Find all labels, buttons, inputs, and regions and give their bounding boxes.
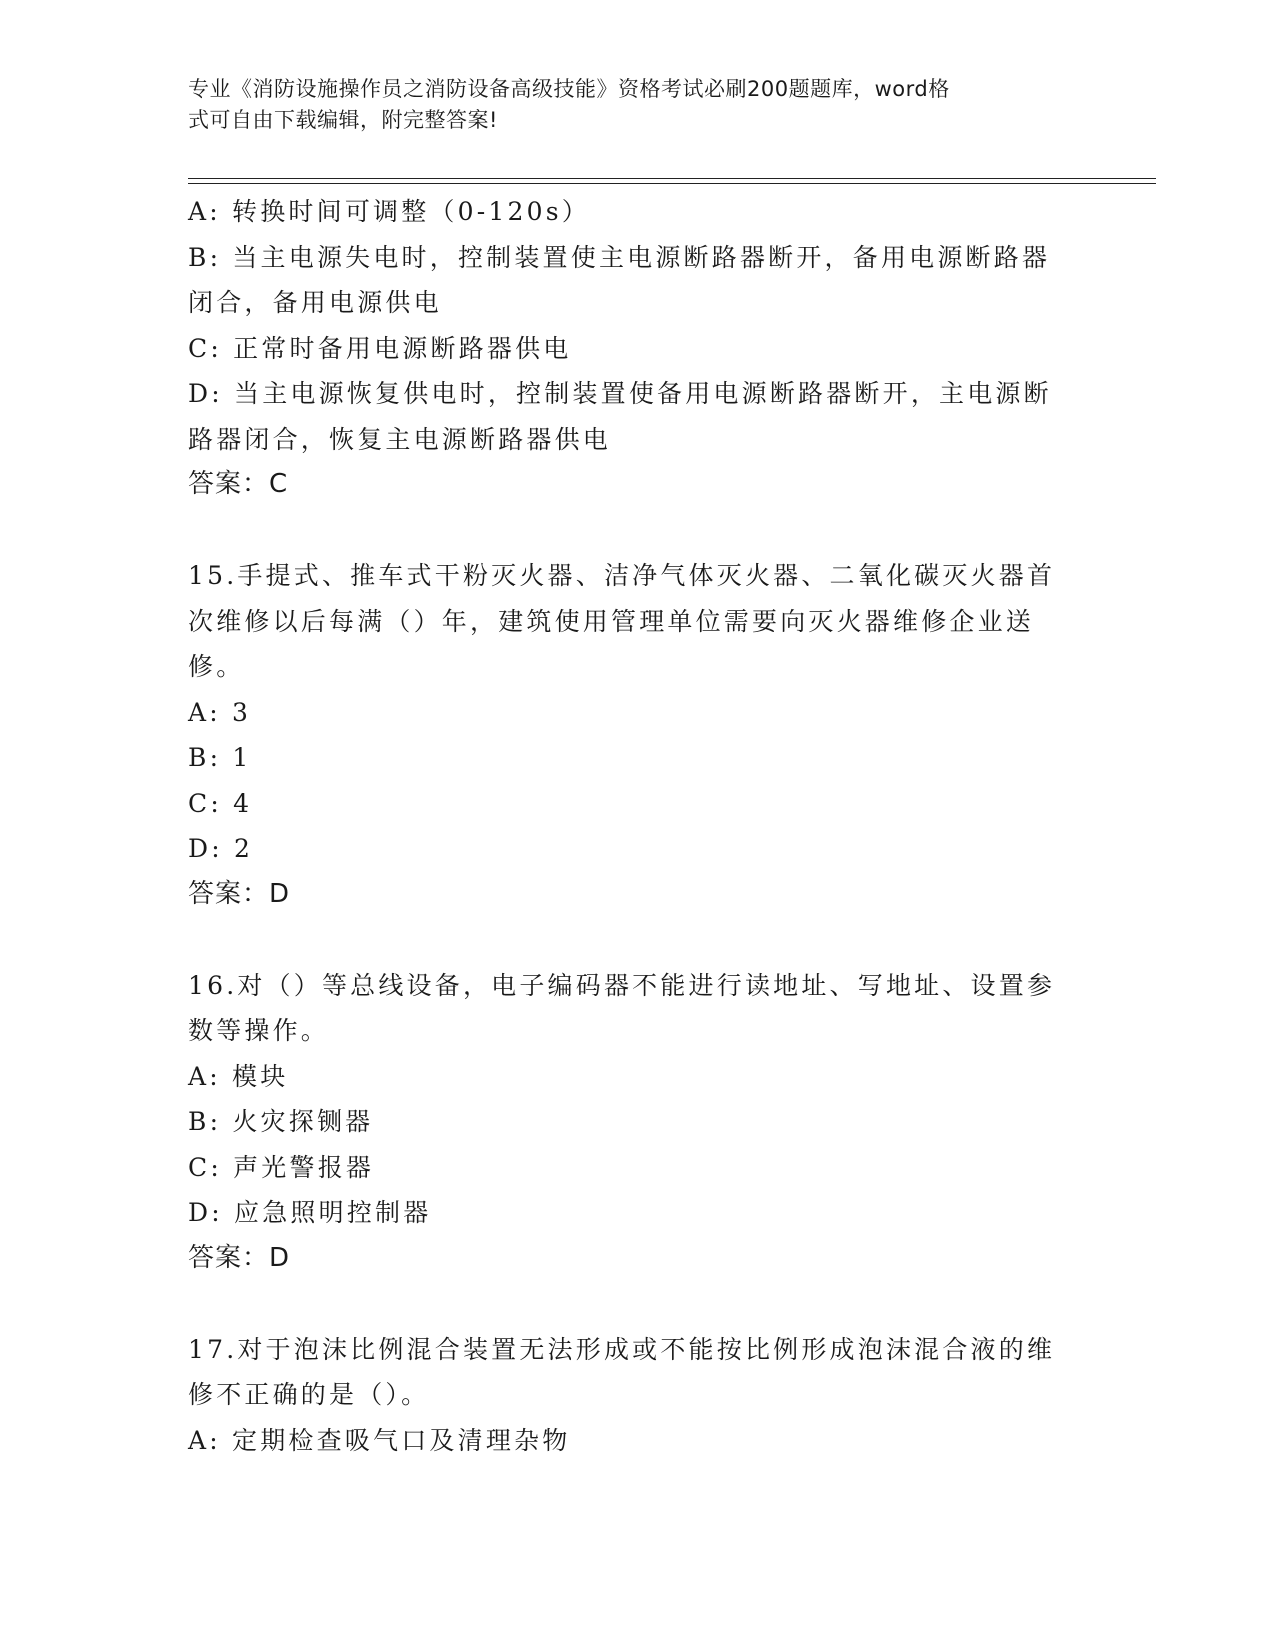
header-line-1: 专业《消防设施操作员之消防设备高级技能》资格考试必刷200题题库，word格	[188, 77, 950, 101]
question-stem-cont: 修。	[188, 652, 245, 681]
header-line-2: 式可自由下载编辑，附完整答案!	[188, 108, 498, 132]
option-b-cont: 闭合，备用电源供电	[188, 288, 442, 317]
option-a: A: 模块	[188, 1061, 289, 1091]
option-d: D: 2	[188, 834, 254, 863]
question-15	[188, 553, 1078, 917]
answer: 答案：D	[188, 1242, 291, 1273]
question-stem-cont: 次维修以后每满（）年，建筑使用管理单位需要向灭火器维修企业送	[188, 606, 1035, 636]
option-a: A: 3	[188, 697, 252, 727]
answer: 答案：C	[188, 469, 289, 499]
document-header	[188, 74, 1068, 136]
option-c: C: 声光警报器	[188, 1152, 375, 1182]
option-d: D: 应急照明控制器	[188, 1198, 432, 1227]
question-16	[188, 963, 1078, 1282]
spacer	[188, 917, 1078, 963]
option-c: C: 4	[188, 788, 253, 818]
question-stem: 16.对（）等总线设备，电子编码器不能进行读地址、写地址、设置参	[188, 970, 1056, 1000]
header-rule-top	[188, 178, 1156, 179]
option-b: B: 火灾探铡器	[188, 1107, 374, 1136]
question-stem-cont: 数等操作。	[188, 1016, 330, 1045]
question-14-continued	[188, 189, 1078, 508]
option-a: A: 转换时间可调整（0-120s）	[188, 197, 590, 226]
document-body	[188, 189, 1078, 1463]
answer: 答案：D	[188, 878, 291, 909]
option-b: B: 1	[188, 743, 252, 772]
spacer	[188, 1281, 1078, 1327]
header-rule-bottom	[188, 183, 1156, 184]
question-17	[188, 1327, 1078, 1464]
question-stem: 15.手提式、推车式干粉灭火器、洁净气体灭火器、二氧化碳灭火器首	[188, 561, 1056, 590]
option-d-cont: 路器闭合，恢复主电源断路器供电	[188, 424, 612, 454]
option-c: C: 正常时备用电源断路器供电	[188, 333, 572, 363]
option-a: A: 定期检查吸气口及清理杂物	[188, 1425, 571, 1455]
question-stem-cont: 修不正确的是（）。	[188, 1380, 430, 1409]
option-b: B: 当主电源失电时，控制装置使主电源断路器断开，备用电源断路器	[188, 242, 1051, 272]
option-d: D: 当主电源恢复供电时，控制装置使备用电源断路器断开，主电源断	[188, 379, 1052, 408]
spacer	[188, 508, 1078, 554]
question-stem: 17.对于泡沫比例混合装置无法形成或不能按比例形成泡沫混合液的维	[188, 1334, 1056, 1364]
